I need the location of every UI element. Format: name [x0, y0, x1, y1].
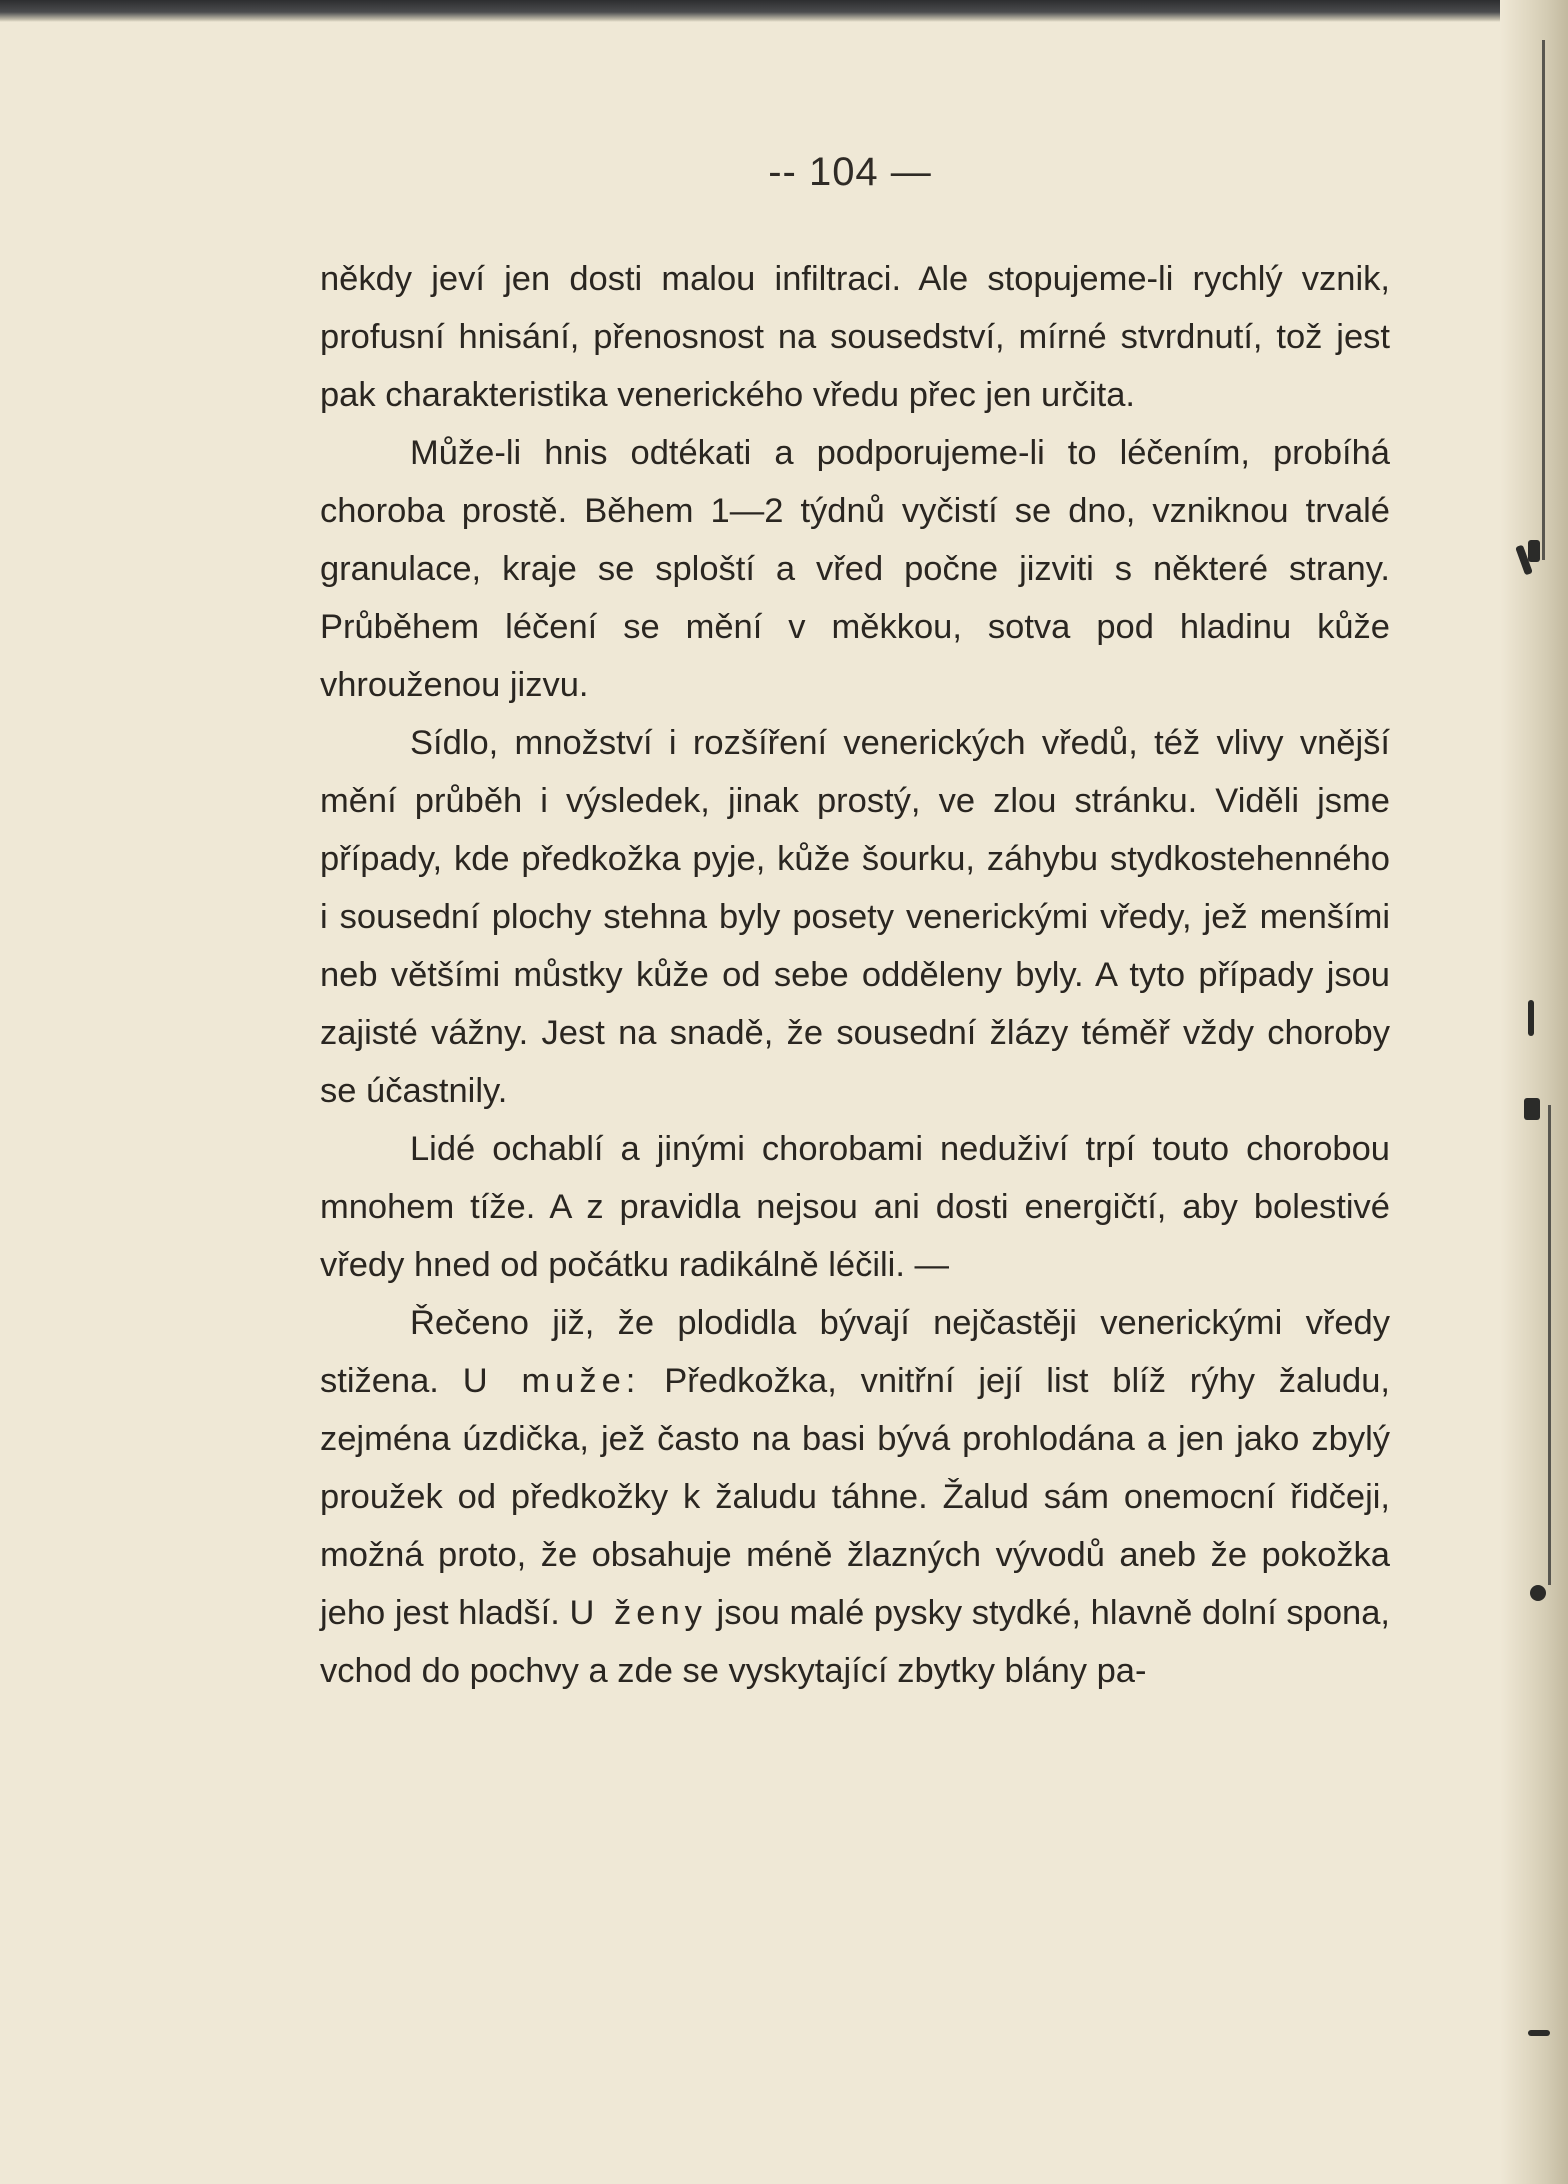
binding-mark: [1524, 1098, 1540, 1120]
body-text: [320, 250, 1390, 1700]
paragraph: Může-li hnis odtékati a podporujeme-li to léčením, probíhá choroba prostě. Během 1—2 týdnů vyčistí se dno, vzniknou trvalé granulace, kraje se sploští a vřed počne jizviti s některé strany. Průběhem léčení se mění v měkkou, sotva pod hladinu kůže vhrouženou jizvu.: [320, 434, 1390, 704]
paragraph-text: Předkožka, vnitřní její list blíž rýhy žaludu, zejména úzdička, jež často na basi bývá prohlodána a jen jako zbylý proužek od předkožky k žaludu táhne. Žalud sám onemocní řidčeji, možná proto, že obsahuje méně žlazných vývodů aneb že pokožka jeho jest hladší.: [320, 1362, 1391, 1632]
binding-mark: [1530, 1585, 1546, 1601]
paragraph: [320, 1294, 1390, 1700]
spaced-heading-man: U muže:: [462, 1362, 641, 1400]
paragraph-text: jsou malé pysky stydké, hlavně dolní spona, vchod do pochvy a zde se vyskytající zbytky blány pa-: [320, 1594, 1390, 1690]
book-binding-edge: [1500, 0, 1568, 2184]
paragraph: Sídlo, množství i rozšíření venerických vředů, též vlivy vnější mění průběh i výsledek, jinak prostý, ve zlou stránku. Viděli jsme případy, kde předkožka pyje, kůže šourku, záhybu stydkostehenného i sousední plochy stehna byly posety venerickými vředy, jež menšími neb většími můstky kůže od sebe odděleny byly. A tyto případy jsou zajisté vážny. Jest na snadě, že sousední žlázy téměř vždy choroby se účastnily.: [320, 724, 1390, 1110]
binding-shadow-line: [1548, 1105, 1551, 1585]
paragraph: Lidé ochablí a jinými chorobami neduživí trpí touto chorobou mnohem tíže. A z pravidla nejsou ani dosti energičtí, aby bolestivé vředy hned od počátku radikálně léčili. —: [320, 1130, 1390, 1284]
paragraph: někdy jeví jen dosti malou infiltraci. Ale stopujeme-li rychlý vznik, profusní hnisání, přenosnost na sousedství, mírné stvrdnutí, tož jest pak charakteristika venerického vředu přec jen určita.: [320, 260, 1390, 414]
spaced-heading-woman: U ženy: [569, 1594, 707, 1632]
paragraph-text: Řečeno již, že plodidla bývají nejčastěji venerickými vředy stižena.: [320, 1304, 1390, 1400]
binding-mark: [1528, 540, 1540, 562]
binding-mark: [1528, 2030, 1550, 2036]
page-number: -- 104 —: [768, 150, 932, 194]
scan-top-edge: [0, 0, 1568, 22]
binding-mark: [1528, 1000, 1534, 1036]
binding-shadow-line: [1542, 40, 1545, 560]
